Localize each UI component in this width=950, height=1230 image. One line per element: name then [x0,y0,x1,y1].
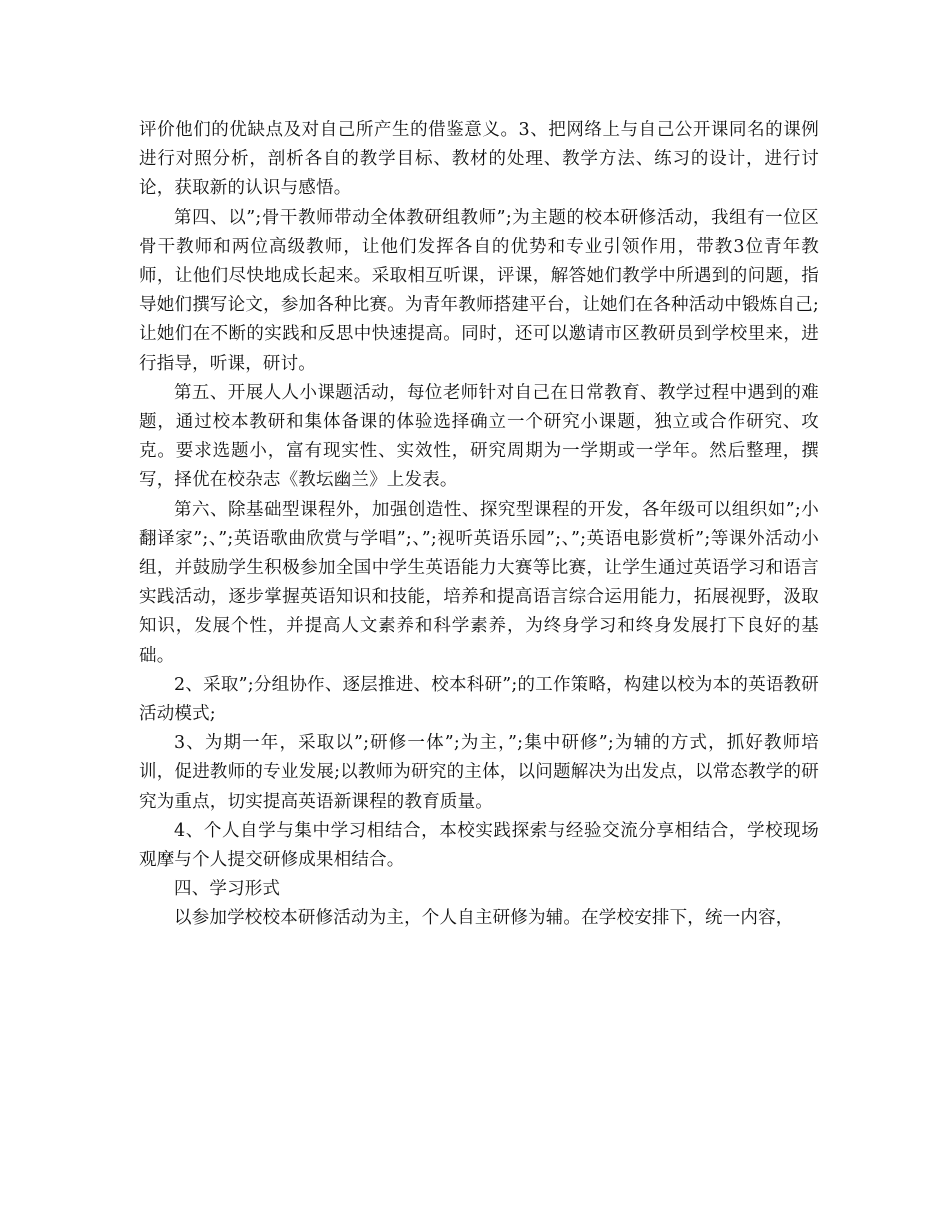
paragraph-strategy: 2、采取”;分组协作、逐层推进、校本科研”;的工作策略，构建以校为本的英语教研活动模式; [139,674,819,725]
paragraph-fourth-activity: 第四、以”;骨干教师带动全体教研组教师”;为主题的校本研修活动，我组有一位区骨干教师和两位高级教师，让他们发挥各自的优势和专业引领作用，带教3位青年教师，让他们尽快地成长起来。采取相互听课，评课，解答她们教学中所遇到的问题，指导她们撰写论文，参加各种比赛。为青年教师搭建平台，让她们在各种活动中锻炼自己;让她们在不断的实践和反思中快速提高。同时，还可以邀请市区教研员到学校里来，进行指导，听课，研讨。 [139,207,819,374]
paragraph-combination: 4、个人自学与集中学习相结合，本校实践探索与经验交流分享相结合，学校现场观摩与个人提交研修成果相结合。 [139,820,819,871]
document-body [139,116,819,934]
paragraph-sixth-activity: 第六、除基础型课程外，加强创造性、探究型课程的开发，各年级可以组织如”;小翻译家”;、”;英语歌曲欣赏与学唱”;、”;视听英语乐园”;、”;英语电影赏析”;等课外活动小组，并鼓励学生积极参加全国中学生英语能力大赛等比赛，让学生通过英语学习和语言实践活动，逐步掌握英语知识和技能，培养和提高语言综合运用能力，拓展视野，汲取知识，发展个性，并提高人文素养和科学素养，为终身学习和终身发展打下良好的基础。 [139,499,819,666]
paragraph-continued: 评价他们的优缺点及对自己所产生的借鉴意义。3、把网络上与自己公开课同名的课例进行对照分析，剖析各自的教学目标、教材的处理、教学方法、练习的设计，进行讨论，获取新的认识与感悟。 [139,120,819,199]
section-heading-learning-form: 四、学习形式 [174,879,281,900]
paragraph-learning-form: 以参加学校校本研修活动为主，个人自主研修为辅。在学校安排下，统一内容， [174,908,794,929]
paragraph-fifth-activity: 第五、开展人人小课题活动，每位老师针对自己在日常教育、教学过程中遇到的难题，通过校本教研和集体备课的体验选择确立一个研究小课题，独立或合作研究、攻克。要求选题小，富有现实性、实效性，研究周期为一学期或一学年。然后整理，撰写，择优在校杂志《教坛幽兰》上发表。 [139,382,819,491]
paragraph-training-method: 3、为期一年，采取以”;研修一体”;为主，”;集中研修”;为辅的方式，抓好教师培训，促进教师的专业发展;以教师为研究的主体，以问题解决为出发点，以常态教学的研究为重点，切实提高英语新课程的教育质量。 [139,733,819,812]
